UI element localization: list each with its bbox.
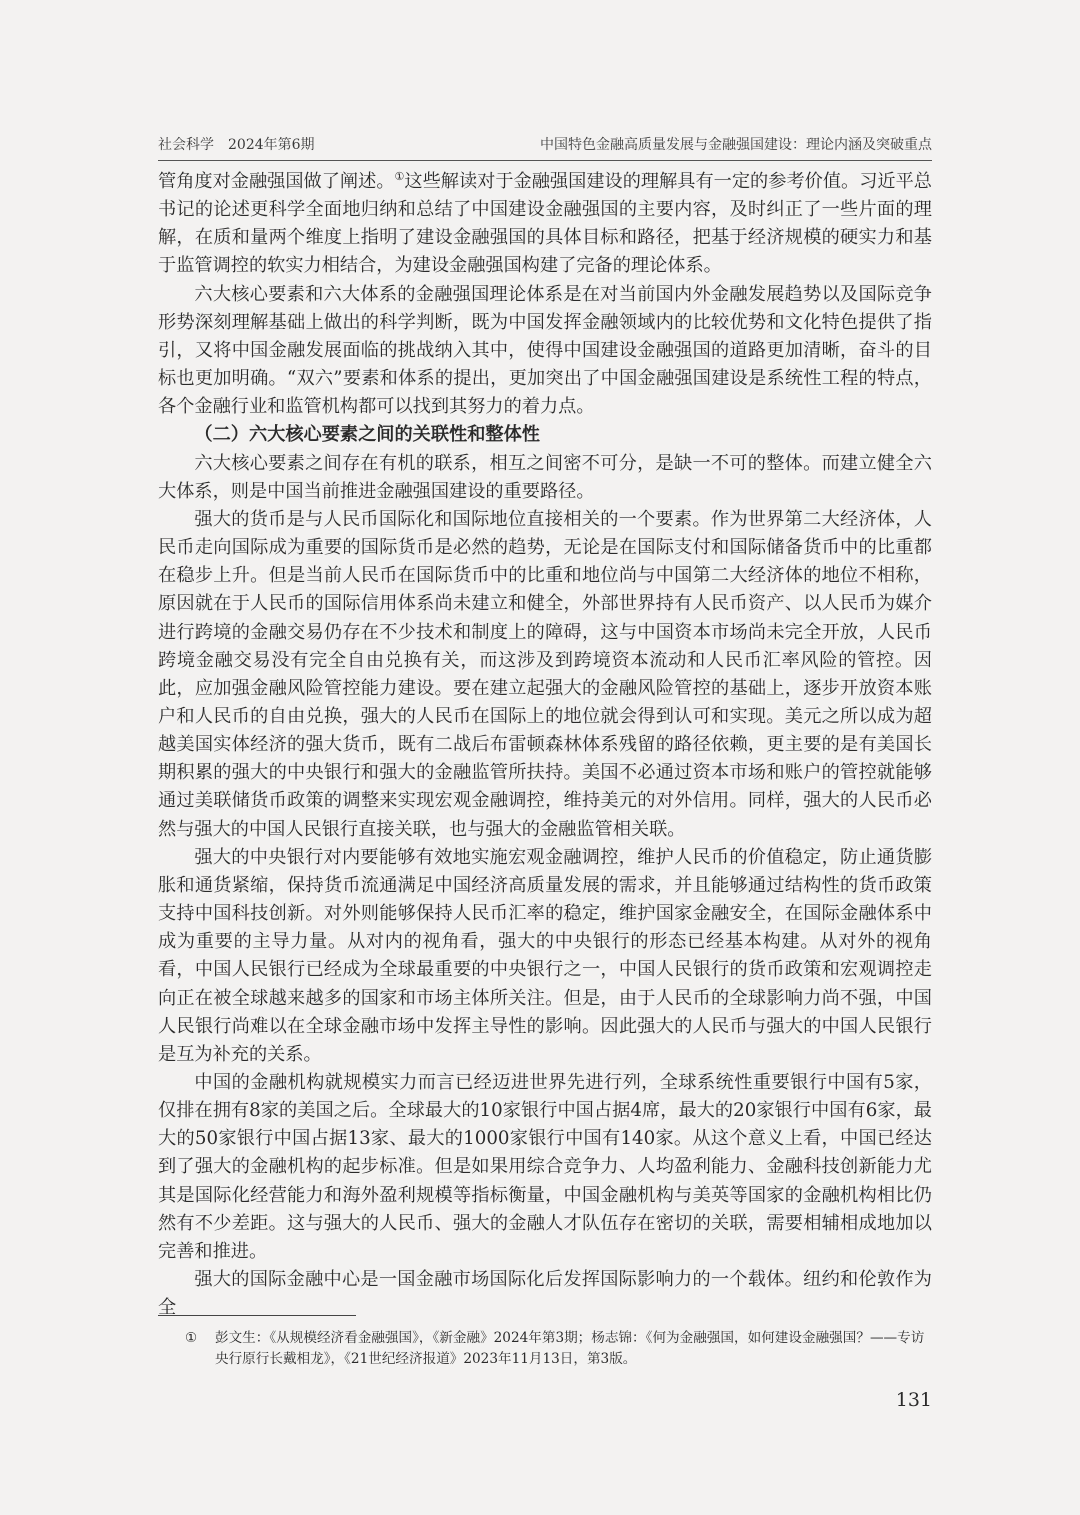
section-heading: （二）六大核心要素之间的关联性和整体性: [194, 424, 540, 446]
running-header: [158, 136, 932, 154]
paragraph: 六大核心要素和六大体系的金融强国理论体系是在对当前国内外金融发展趋势以及国际竞争形势深刻理解基础上做出的科学判断，既为中国发挥金融领域内的比较优势和文化特色提供了指引，又将中国金融发展面临的挑战纳入其中，使得中国建设金融强国的道路更加清晰，奋斗的目标也更加明确。“双六”要素和体系的提出，更加突出了中国金融强国建设是系统性工程的特点，各个金融行业和监管机构都可以找到其努力的着力点。: [158, 283, 932, 418]
paragraph: 中国的金融机构就规模实力而言已经迈进世界先进行列，全球系统性重要银行中国有5家，仅排在拥有8家的美国之后。全球最大的10家银行中国占据4席，最大的20家银行中国有6家，最大的50家银行中国占据13家、最大的1000家银行中国有140家。从这个意义上看，中国已经达到了强大的金融机构的起步标准。但是如果用综合竞争力、人均盈利能力、金融科技创新能力尤其是国际化经营能力和海外盈利规模等指标衡量，中国金融机构与美英等国家的金融机构相比仍然有不少差距。这与强大的人民币、强大的金融人才队伍存在密切的关联，需要相辅相成地加以完善和推进。: [158, 1072, 932, 1262]
footnote: [185, 1328, 932, 1370]
footnote-reference[interactable]: ①: [394, 169, 405, 183]
paragraph: 强大的中央银行对内要能够有效地实施宏观金融调控，维护人民币的价值稳定，防止通货膨胀和通货紧缩，保持货币流通满足中国经济高质量发展的需求，并且能够通过结构性的货币政策支持中国科技创新。对外则能够保持人民币汇率的稳定，维护国家金融安全，在国际金融体系中成为重要的主导力量。从对内的视角看，强大的中央银行的形态已经基本构建。从对外的视角看，中国人民银行已经成为全球最重要的中央银行之一，中国人民银行的货币政策和宏观调控走向正在被全球越来越多的国家和市场主体所关注。但是，由于人民币的全球影响力尚不强，中国人民银行尚难以在全球金融市场中发挥主导性的影响。因此强大的人民币与强大的中国人民银行是互为补充的关系。: [158, 846, 932, 1065]
footnote-rule: [158, 1315, 356, 1316]
article-title: 中国特色金融高质量发展与金融强国建设：理论内涵及突破重点: [540, 137, 932, 153]
article-body: [158, 168, 932, 1322]
paragraph-text: 管角度对金融强国做了阐述。: [158, 171, 395, 192]
paragraph: 强大的货币是与人民币国际化和国际地位直接相关的一个要素。作为世界第二大经济体，人民币走向国际成为重要的国际货币是必然的趋势，无论是在国际支付和国际储备货币中的比重都在稳步上升。但是当前人民币在国际货币中的比重和地位尚与中国第二大经济体的地位不相称，原因就在于人民币的国际信用体系尚未建立和健全，外部世界持有人民币资产、以人民币为媒介进行跨境的金融交易仍存在不少技术和制度上的障碍，这与中国资本市场尚未完全开放，人民币跨境金融交易没有完全自由兑换有关，而这涉及到跨境资本流动和人民币汇率风险的管控。因此，应加强金融风险管控能力建设。要在建立起强大的金融风险管控的基础上，逐步开放资本账户和人民币的自由兑换，强大的人民币在国际上的地位就会得到认可和实现。美元之所以成为超越美国实体经济的强大货币，既有二战后布雷顿森林体系残留的路径依赖，更主要的是有美国长期积累的强大的中央银行和强大的金融监管所扶持。美国不必通过资本市场和账户的管控就能够通过美联储货币政策的调整来实现宏观金融调控，维持美元的对外信用。同样，强大的人民币必然与强大的中国人民银行直接关联，也与强大的金融监管相关联。: [158, 508, 932, 840]
header-rule: [158, 160, 932, 161]
paragraph: 六大核心要素之间存在有机的联系，相互之间密不可分，是缺一不可的整体。而建立健全六大体系，则是中国当前推进金融强国建设的重要路径。: [158, 452, 932, 502]
footnote-marker: ①: [185, 1330, 198, 1346]
page-number: 131: [895, 1389, 932, 1411]
journal-issue: 社会科学 2024年第6期: [158, 137, 315, 153]
paragraph: 强大的国际金融中心是一国金融市场国际化后发挥国际影响力的一个载体。纽约和伦敦作为全: [158, 1269, 932, 1319]
paragraph-text: 这些解读对于金融强国建设的理解具有一定的参考价值。习近平总书记的论述更科学全面地归纳和总结了中国建设金融强国的主要内容，及时纠正了一些片面的理解，在质和量两个维度上指明了建设金融强国的具体目标和路径，把基于经济规模的硬实力和基于监管调控的软实力相结合，为建设金融强国构建了完备的理论体系。: [158, 171, 932, 277]
paragraph: [158, 168, 932, 281]
footnote-text: 彭文生：《从规模经济看金融强国》，《新金融》2024年第3期；杨志锦：《何为金融强国，如何建设金融强国？——专访央行原行长戴相龙》，《21世纪经济报道》2023年11月13日，第3版。: [215, 1330, 925, 1367]
